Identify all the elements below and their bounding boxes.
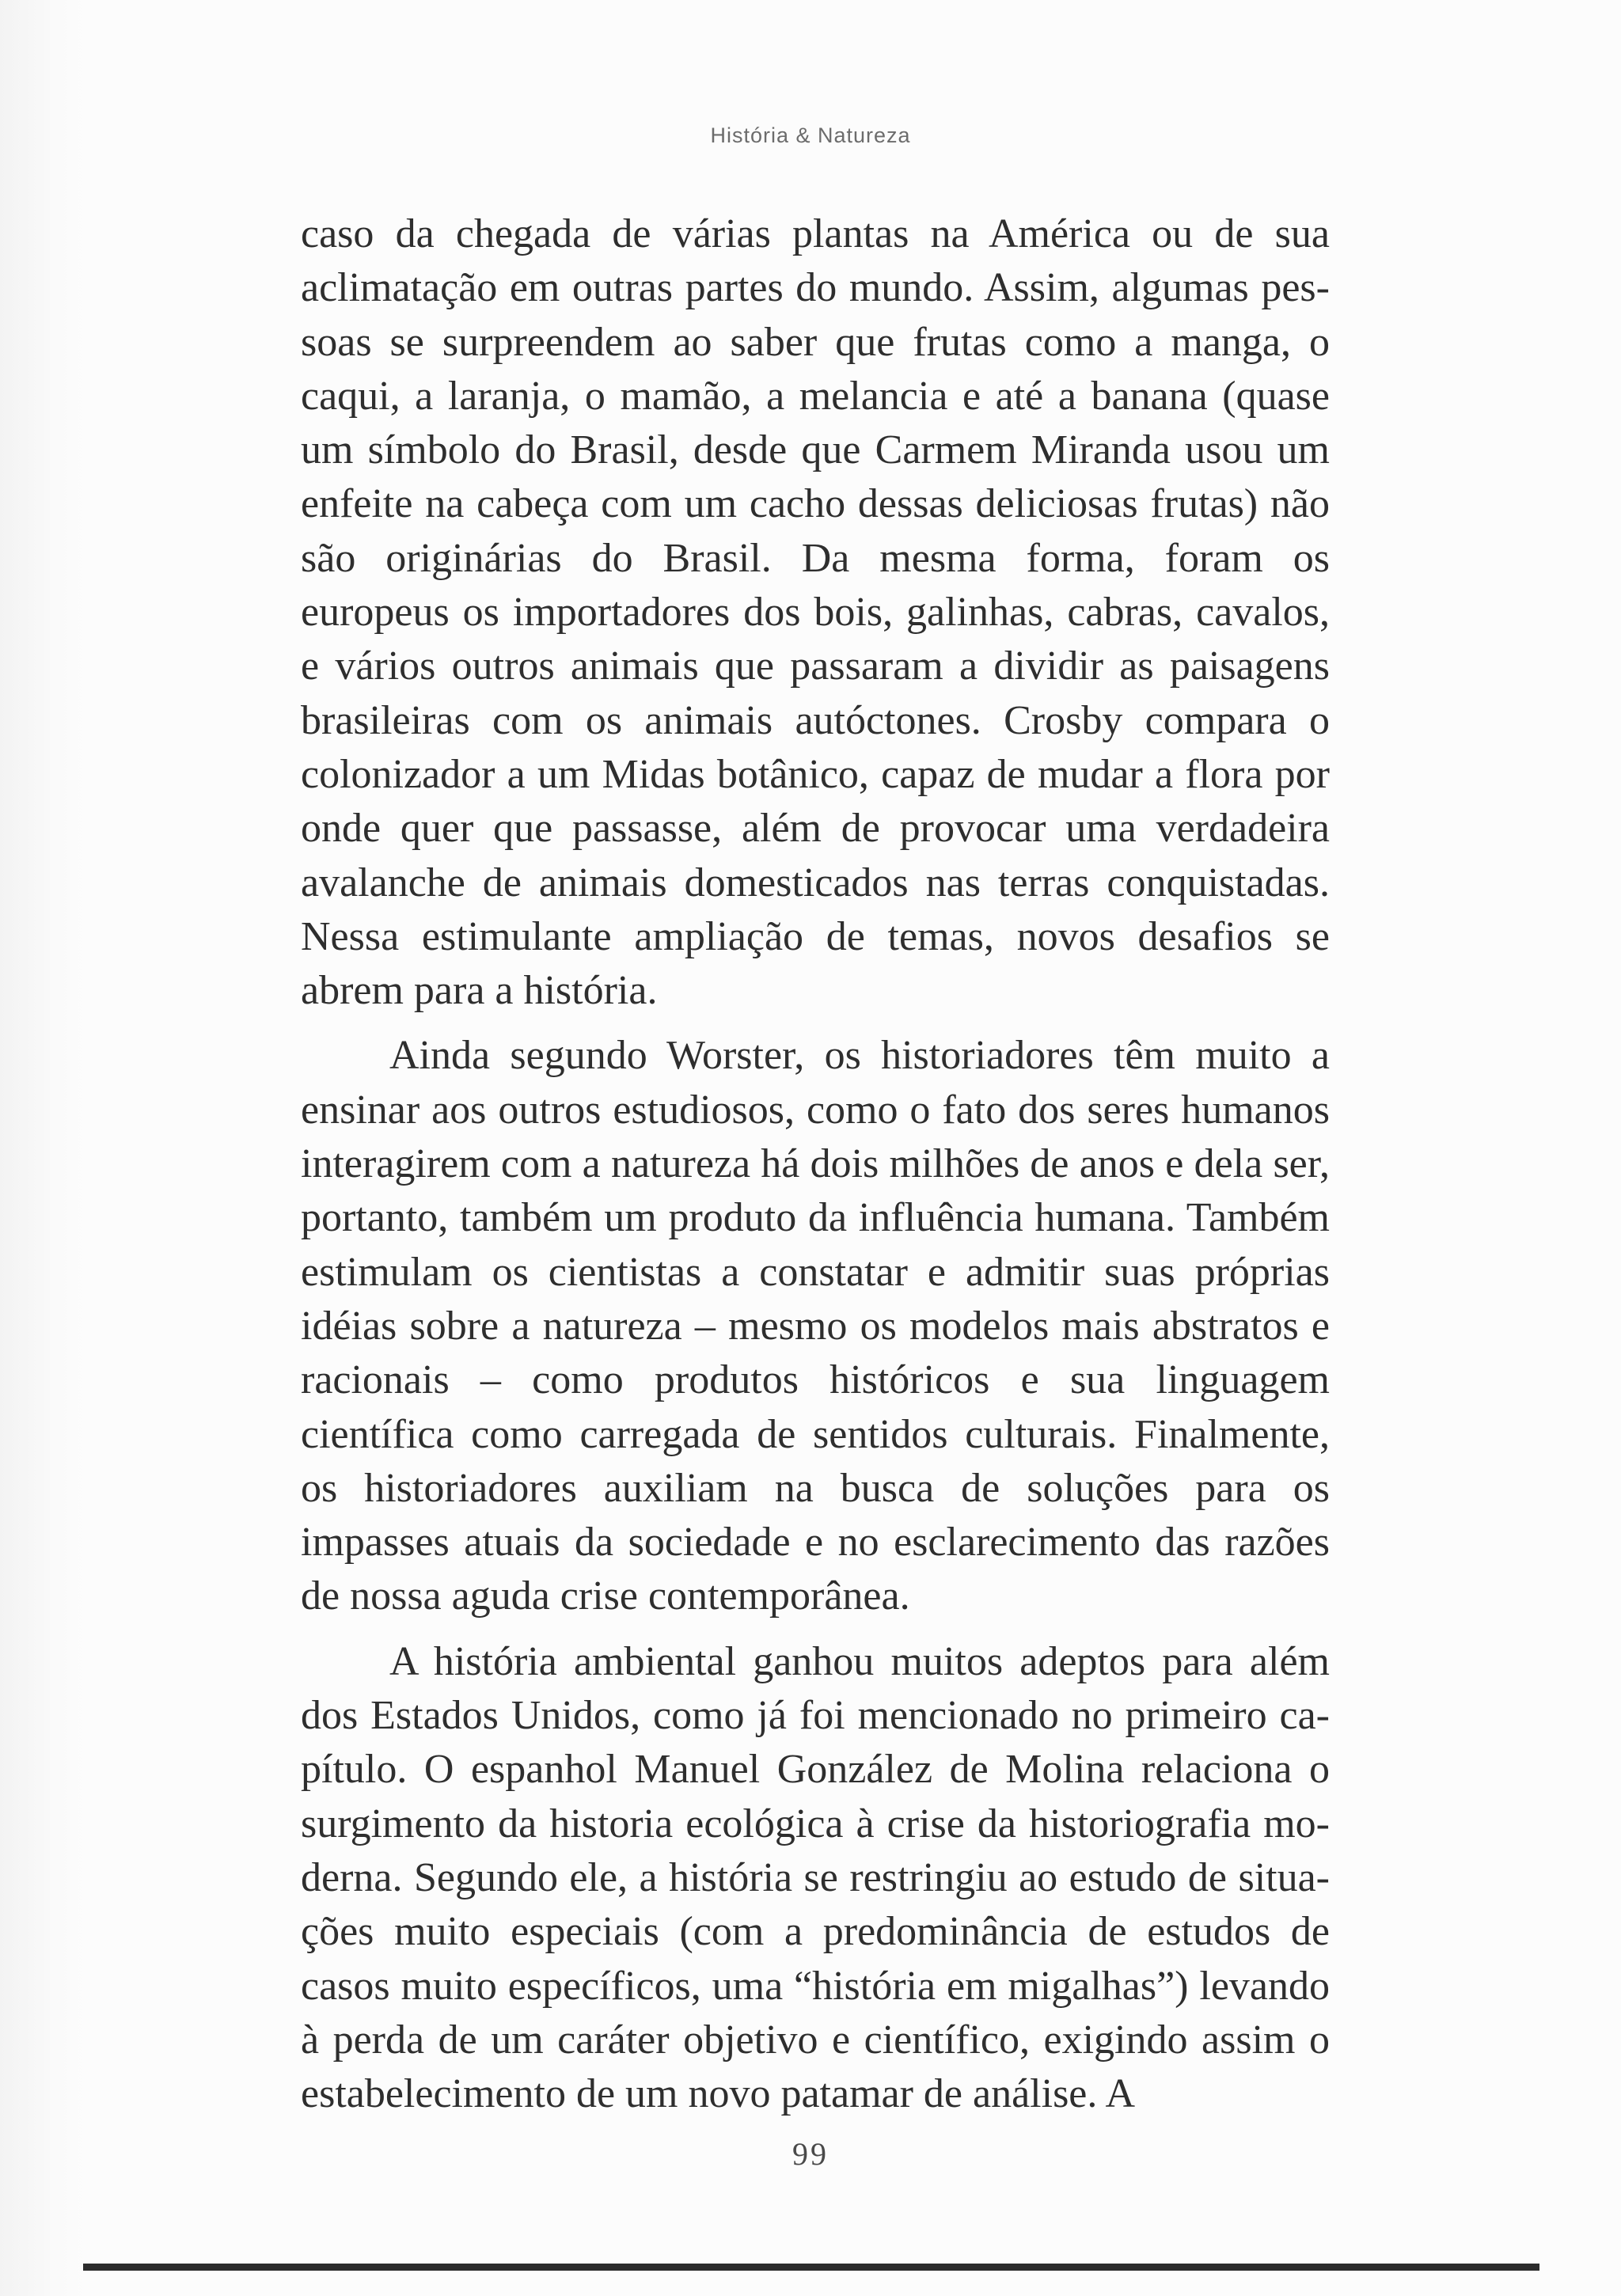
paragraph-continuation: caso da chegada de várias plantas na América ou de sua aclimatação em outras partes do mundo. Assim, algumas pessoas se surpreendem ao saber que frutas como a manga, o caqui, a laranja, o mamão, a melancia e até a banana (quase um símbolo do Brasil, desde que Carmem Miranda usou um enfeite na cabeça com um cacho dessas deliciosas frutas) não são originárias do Brasil. Da mesma forma, foram os europeus os importadores dos bois, galinhas, cabras, cavalos, e vários outros animais que passaram a dividir as paisagens brasileiras com os animais autóctones. Crosby compara o colonizador a um Midas botânico, capaz de mudar a flora por onde quer que passasse, além de provocar uma verdadeira avalanche de animais domesticados nas terras conquistadas. Nessa estimulante ampliação de temas, novos desafios se abrem para a história. — [301, 211, 1330, 1014]
page-number: 99 — [792, 2136, 829, 2172]
paragraph-worster: Ainda segundo Worster, os historiadores têm muito a ensinar aos outros estudiosos, como o fato dos seres humanos interagirem com a natureza há dois milhões de anos e dela ser, portanto, também um produto da influência humana. Também estimulam os cientistas a constatar e admitir suas próprias idéias sobre a natureza – mesmo os modelos mais abstratos e racionais – como produtos históricos e sua linguagem científica como carregada de sentidos culturais. Finalmente, os historiadores auxiliam na busca de soluções para os impasses atuais da sociedade e no esclarecimento das razões de nossa aguda crise contemporânea. — [301, 1033, 1330, 1619]
running-header: História & Natureza — [710, 123, 911, 147]
scan-edge-line — [83, 2264, 1539, 2271]
paragraph-historia-ambiental: A história ambiental ganhou muitos adeptos para além dos Estados Unidos, como já foi mencionado no primeiro capítulo. O espanhol Manuel González de Molina relaciona o surgimento da historia ecológica à crise da historiografia moderna. Segundo ele, a história se restringiu ao estudo de situações muito especiais (com a predominância de estudos de casos muito específicos, uma “história em migalhas”) levando à perda de um caráter objetivo e científico, exigindo assim o estabelecimento de um novo patamar de análise. A — [301, 1638, 1330, 2117]
page-gutter-shadow — [0, 0, 91, 2296]
body-text — [301, 207, 1330, 2121]
